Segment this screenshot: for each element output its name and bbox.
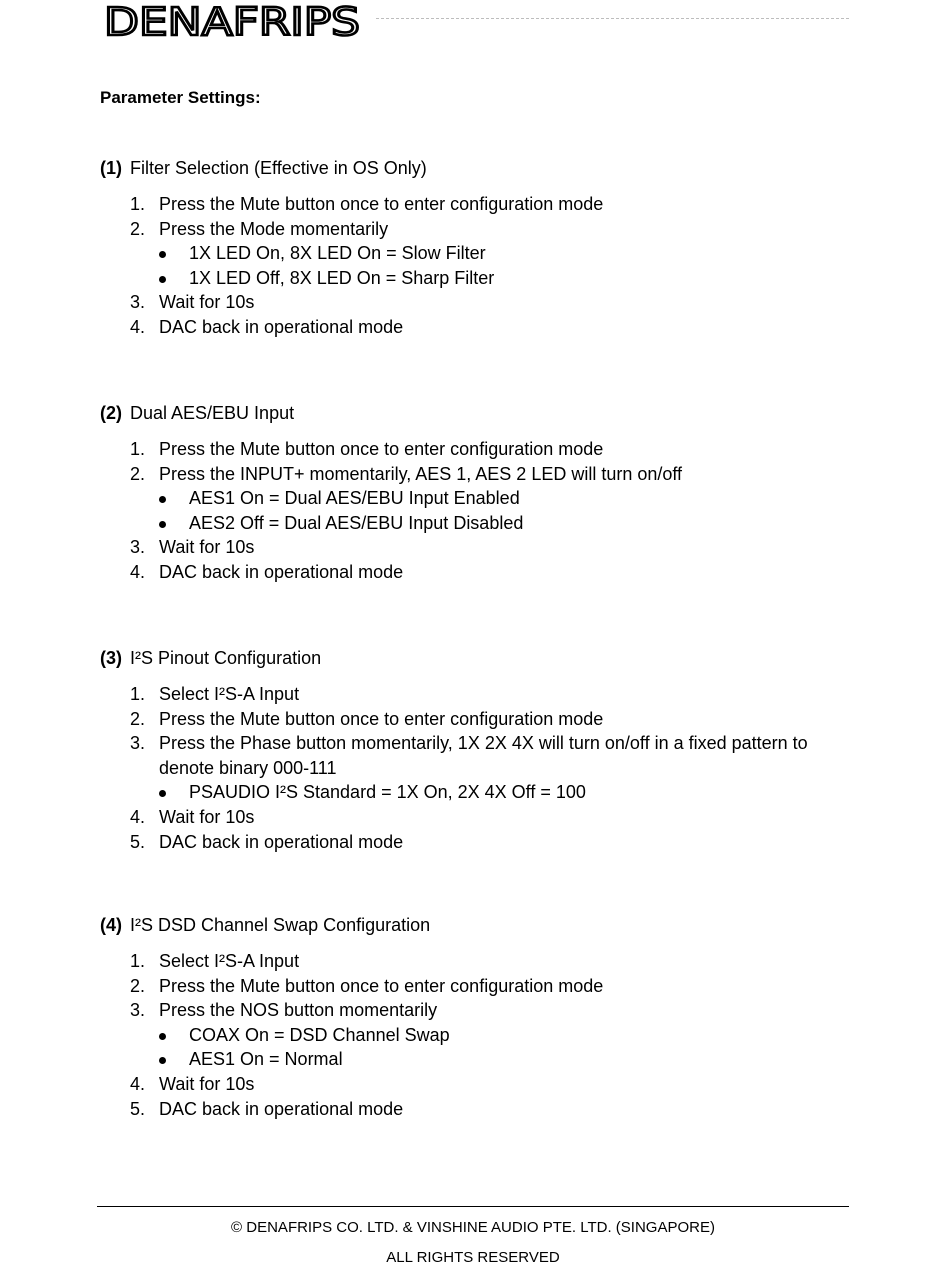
step-number: 5. <box>130 1098 146 1119</box>
item-text: Press the Mode momentarily <box>159 218 389 239</box>
item-text: Wait for 10s <box>159 537 255 558</box>
bullet-item <box>100 780 840 805</box>
step-item <box>100 805 840 830</box>
step-item <box>100 756 840 781</box>
logo-text: DENAFRIPS <box>104 2 360 42</box>
section-4 <box>100 913 840 1121</box>
step-number: 4. <box>130 1073 146 1094</box>
item-text: Press the Mute button once to enter configuration mode <box>159 439 604 459</box>
section-heading-text: I²S Pinout Configuration <box>130 648 322 668</box>
step-number: 2. <box>130 218 146 239</box>
item-text: AES1 On = Dual AES/EBU Input Enabled <box>189 488 520 509</box>
footer-copyright: © DENAFRIPS CO. LTD. & VINSHINE AUDIO PTE. LTD. (SINGAPORE) <box>231 1219 715 1236</box>
item-text: Wait for 10s <box>159 1073 255 1094</box>
step-number: 4. <box>130 561 146 582</box>
bullet-icon <box>159 486 166 511</box>
step-number: 2. <box>130 708 146 729</box>
bullet-item <box>100 266 840 291</box>
step-item <box>100 560 840 585</box>
step-number: 3. <box>130 537 146 558</box>
step-number: 3. <box>130 1000 146 1021</box>
bullet-icon <box>159 780 166 805</box>
section-heading <box>100 401 840 425</box>
footer-rule <box>97 1206 849 1207</box>
item-text: Press the Phase button momentarily, 1X 2X 4X will turn on/off in a fixed pattern to <box>159 733 808 754</box>
denafrips-logo <box>104 2 362 42</box>
item-text: DAC back in operational mode <box>159 1098 404 1119</box>
bullet-item <box>100 241 840 266</box>
step-number: 4. <box>130 806 146 827</box>
step-number: 2. <box>130 975 146 996</box>
step-number: 3. <box>130 292 146 313</box>
step-number: 1. <box>130 439 146 459</box>
item-text: DAC back in operational mode <box>159 316 404 337</box>
item-text: Press the Mute button once to enter configuration mode <box>159 194 604 214</box>
step-list <box>100 192 840 340</box>
step-number: 1. <box>130 684 146 704</box>
step-number: 3. <box>130 733 146 754</box>
section-heading-text: Filter Selection (Effective in OS Only) <box>130 158 427 178</box>
section-number: (1) <box>100 158 122 178</box>
footer-rights: ALL RIGHTS RESERVED <box>386 1249 560 1266</box>
step-item <box>100 1097 840 1122</box>
step-list <box>100 949 840 1121</box>
step-item <box>100 217 840 242</box>
step-item <box>100 998 840 1023</box>
section-heading-text: Dual AES/EBU Input <box>130 403 295 423</box>
section-2 <box>100 401 840 585</box>
step-item <box>100 707 840 732</box>
item-text: Press the NOS button momentarily <box>159 1000 438 1021</box>
step-number: 1. <box>130 194 146 214</box>
document-title: Parameter Settings: <box>100 88 261 107</box>
step-list <box>100 682 840 854</box>
header-dashed-rule <box>376 18 849 19</box>
section-heading-text: I²S DSD Channel Swap Configuration <box>130 915 431 935</box>
item-text: Press the Mute button once to enter configuration mode <box>159 975 604 996</box>
bullet-item <box>100 1023 840 1048</box>
item-text: COAX On = DSD Channel Swap <box>189 1024 450 1045</box>
item-text: 1X LED Off, 8X LED On = Sharp Filter <box>189 267 495 288</box>
bullet-item <box>100 1047 840 1072</box>
bullet-icon <box>159 511 166 536</box>
bullet-icon <box>159 1023 166 1048</box>
step-number: 1. <box>130 951 146 971</box>
step-item <box>100 949 840 974</box>
item-text: AES2 Off = Dual AES/EBU Input Disabled <box>189 512 524 533</box>
step-item <box>100 830 840 855</box>
step-item <box>100 731 840 756</box>
item-text: Select I²S-A Input <box>159 951 300 971</box>
bullet-item <box>100 511 840 536</box>
item-text: DAC back in operational mode <box>159 831 404 852</box>
section-heading <box>100 913 840 937</box>
item-text: Wait for 10s <box>159 806 255 827</box>
section-1 <box>100 156 840 340</box>
step-number: 4. <box>130 316 146 337</box>
item-text: PSAUDIO I²S Standard = 1X On, 2X 4X Off = 100 <box>189 782 586 803</box>
section-3 <box>100 646 840 854</box>
step-item <box>100 974 840 999</box>
step-number: 5. <box>130 831 146 852</box>
item-text: Press the Mute button once to enter configuration mode <box>159 708 604 729</box>
step-list <box>100 437 840 585</box>
step-item <box>100 1072 840 1097</box>
item-text: Select I²S-A Input <box>159 684 300 704</box>
section-heading <box>100 156 840 180</box>
step-item <box>100 192 840 217</box>
item-text: Wait for 10s <box>159 292 255 313</box>
bullet-icon <box>159 241 166 266</box>
bullet-icon <box>159 266 166 291</box>
section-number: (2) <box>100 403 122 423</box>
step-item <box>100 315 840 340</box>
section-heading <box>100 646 840 670</box>
item-text: Press the INPUT+ momentarily, AES 1, AES 2 LED will turn on/off <box>159 463 683 484</box>
step-item <box>100 462 840 487</box>
page-header <box>104 0 849 44</box>
step-item <box>100 437 840 462</box>
bullet-icon <box>159 1047 166 1072</box>
item-text: DAC back in operational mode <box>159 561 404 582</box>
section-number: (4) <box>100 915 122 935</box>
item-text: 1X LED On, 8X LED On = Slow Filter <box>189 243 486 264</box>
item-text: AES1 On = Normal <box>189 1049 343 1070</box>
bullet-item <box>100 486 840 511</box>
step-item <box>100 535 840 560</box>
section-number: (3) <box>100 648 122 668</box>
step-item <box>100 290 840 315</box>
item-text: denote binary 000-111 <box>159 757 337 778</box>
step-item <box>100 682 840 707</box>
step-number: 2. <box>130 463 146 484</box>
